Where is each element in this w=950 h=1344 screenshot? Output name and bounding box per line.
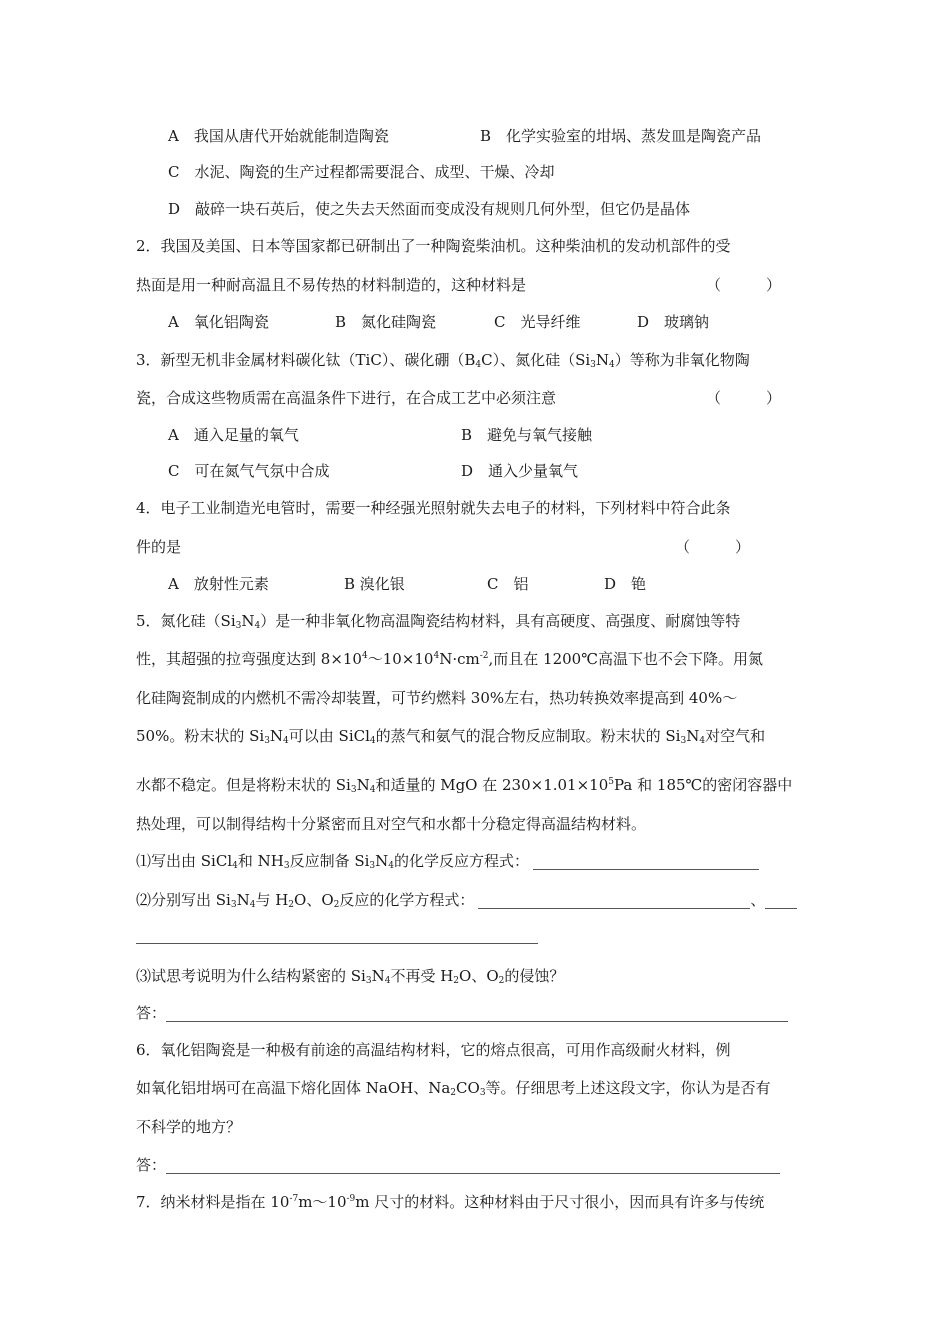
q5-sub1: ⑴写出由 SiCl$_4$和 $NH_3$反应制备 $Si_3N_4$的化学反应方程式： bbox=[136, 851, 759, 871]
q1-option-c: C 水泥、陶瓷的生产过程都需要混合、成型、干燥、冷却 bbox=[168, 163, 555, 181]
q4-text-line2: 件的是 bbox=[136, 538, 182, 556]
q4-option-b: B 溴化银 bbox=[344, 575, 405, 593]
q1-option-d: D 敲碎一块石英后，使之失去天然面而变成没有规则几何外型，但它仍是晶体 bbox=[168, 200, 691, 218]
q2-text-line1: 2．我国及美国、日本等国家都已研制出了一种陶瓷柴油机。这种柴油机的发动机部件的受 bbox=[136, 237, 731, 255]
q5-text-line3: 化硅陶瓷制成的内燃机不需冷却装置，可节约燃料 30%左右，热功转换效率提高到 40%～ bbox=[136, 689, 738, 707]
q5-sub1-answer-field[interactable] bbox=[533, 855, 759, 870]
q6-text-line2: 如氧化铝坩埚可在高温下熔化固体 NaOH、$Na_2CO_3$等。仔细思考上述这段文字，你认为是否有 bbox=[136, 1079, 771, 1098]
q5-sub2-answer-field-3[interactable] bbox=[136, 943, 538, 944]
q6-text-line1: 6．氧化铝陶瓷是一种极有前途的高温结构材料，它的熔点很高，可用作高级耐火材料，例 bbox=[136, 1041, 731, 1059]
q3-option-a: A 通入足量的氧气 bbox=[168, 426, 299, 444]
q3-option-b: B 避免与氧气接触 bbox=[461, 426, 593, 444]
q6-text-line3: 不科学的地方？ bbox=[136, 1118, 242, 1136]
q7-text-line1: 7．纳米材料是指在 $10^{-7}m\sim 10^{-9}m$ 尺寸的材料。这种材料由于尺寸很小，因而具有许多与传统 bbox=[136, 1193, 765, 1211]
q5-text-line1: 5．氮化硅$(Si_3N_4)$是一种非氧化物高温陶瓷结构材料，具有高硬度、高强度、耐腐蚀等特 bbox=[136, 612, 741, 631]
q2-options bbox=[168, 312, 709, 332]
q3-option-c: C 可在氮气气氛中合成 bbox=[168, 462, 330, 480]
q5-sub2-answer-field-2[interactable] bbox=[765, 894, 797, 909]
q4-options bbox=[168, 574, 646, 594]
q5-answer: 答： bbox=[136, 1003, 788, 1023]
q5-sub3: ⑶试思考说明为什么结构紧密的 $Si_3N_4$不再受 $H_2O$、$O_2$的侵蚀？ bbox=[136, 967, 565, 986]
q4-text-line1: 4．电子工业制造光电管时，需要一种经强光照射就失去电子的材料，下列材料中符合此条 bbox=[136, 499, 731, 517]
q2-text-line2: 热面是用一种耐高温且不易传热的材料制造的，这种材料是 bbox=[136, 276, 527, 294]
q3-option-d: D 通入少量氧气 bbox=[461, 462, 579, 480]
q6-answer-field[interactable] bbox=[166, 1159, 780, 1174]
q1-option-a: A 我国从唐代开始就能制造陶瓷 bbox=[168, 127, 389, 145]
q5-text-line4: 50%。粉末状的 $Si_3N_4$可以由 SiCl$_4$的蒸气和氨气的混合物反应制取。粉末状的 $Si_3N_4$对空气和 bbox=[136, 727, 766, 746]
q4-answer-parens: （ ） bbox=[675, 538, 751, 556]
q5-sub2: ⑵分别写出 $Si_3N_4$与 $H_2O$、$O_2$反应的化学方程式： 、 bbox=[136, 890, 797, 910]
q2-option-b: B 氮化硅陶瓷 bbox=[335, 313, 437, 331]
q2-answer-parens: （ ） bbox=[706, 276, 782, 294]
q2-option-c: C 光导纤维 bbox=[494, 313, 581, 331]
q3-text-line2: 瓷，合成这些物质需在高温条件下进行，在合成工艺中必须注意 bbox=[136, 389, 557, 407]
q3-text-line1: 3．新型无机非金属材料碳化钛（TiC）、碳化硼$(B_4C)$、氮化硅$(Si_3N_4)$等称为非氧化物陶 bbox=[136, 351, 750, 370]
q1-option-b: B 化学实验室的坩埚、蒸发皿是陶瓷产品 bbox=[480, 127, 762, 145]
q5-text-line6: 热处理，可以制得结构十分紧密而且对空气和水都十分稳定得高温结构材料。 bbox=[136, 815, 647, 833]
q5-text-line2: 性，其超强的拉弯强度达到 $8\times 10^4\sim 10\times 10^4N\cdot cm^{-2}$,而且在 1200℃高温下也不会下降。用氮 bbox=[136, 650, 763, 668]
q3-answer-parens: （ ） bbox=[706, 389, 782, 407]
q4-option-d: D 铯 bbox=[604, 575, 647, 593]
q5-sub2-answer-field-1[interactable] bbox=[478, 894, 750, 909]
q2-option-d: D 玻璃钠 bbox=[637, 313, 710, 331]
q5-text-line5: 水都不稳定。但是将粉末状的 $Si_3N_4$和适量的 MgO 在 $230\times 1.01\times 10^5Pa$ 和 185℃的密闭容器中 bbox=[136, 776, 793, 795]
q2-option-a: A 氧化铝陶瓷 bbox=[168, 313, 269, 331]
q6-answer: 答： bbox=[136, 1155, 780, 1175]
q5-answer-field[interactable] bbox=[166, 1007, 788, 1022]
q4-option-a: A 放射性元素 bbox=[168, 575, 269, 593]
q4-option-c: C 铝 bbox=[487, 575, 529, 593]
